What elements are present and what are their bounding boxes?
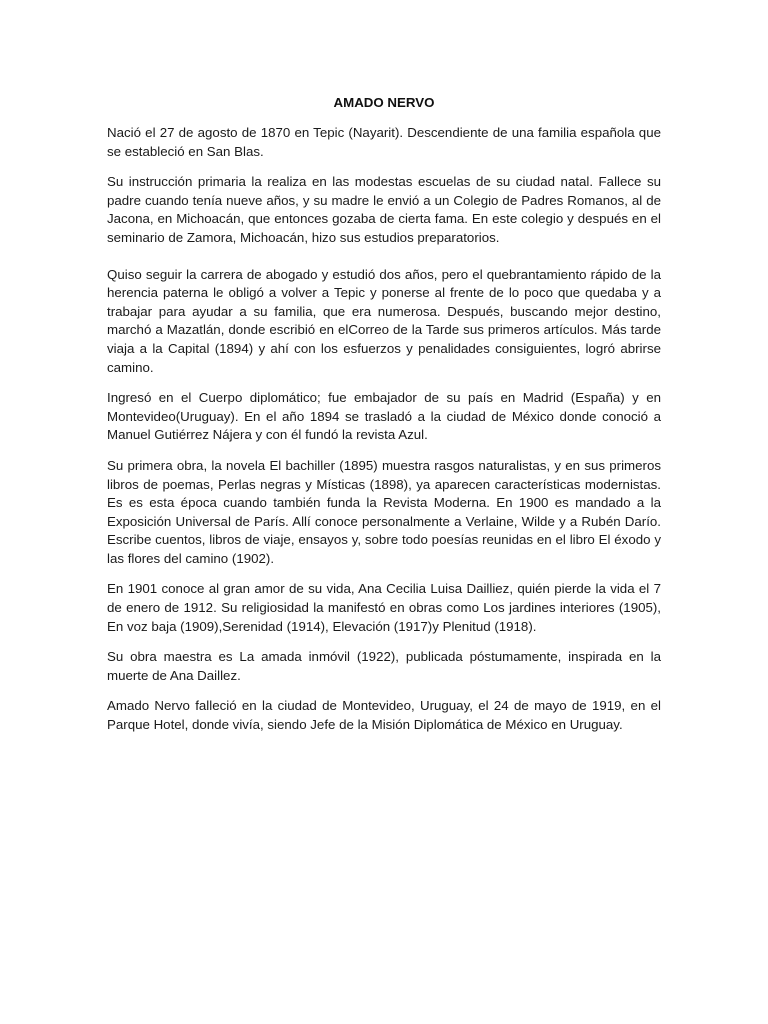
document-body [107, 94, 661, 747]
paragraph-works: Su primera obra, la novela El bachiller (1895) muestra rasgos naturalistas, y en sus primeros libros de poemas, Perlas negras y Místicas (1898), ya aparecen características modernistas. Es es esta época cuando también funda la Revista Moderna. En 1900 es mandado a la Exposición Universal de París. Allí conoce personalmente a Verlaine, Wilde y a Rubén Darío. Escribe cuentos, libros de viaje, ensayos y, sobre todo poesías reunidas en el libro El éxodo y las flores del camino (1902). [107, 457, 661, 566]
paragraph-birth: Nació el 27 de agosto de 1870 en Tepic (Nayarit). Descendiente de una familia española que se estableció en San Blas. [107, 125, 661, 159]
paragraph-diplomacy: Ingresó en el Cuerpo diplomático; fue embajador de su país en Madrid (España) y en Montevideo(Uruguay). En el año 1894 se trasladó a la ciudad de México donde conoció a Manuel Gutiérrez Nájera y con él fundó la revista Azul. [107, 390, 661, 443]
document-title: AMADO NERVO [333, 95, 435, 110]
paragraph-love: En 1901 conoce al gran amor de su vida, Ana Cecilia Luisa Dailliez, quién pierde la vida el 7 de enero de 1912. Su religiosidad la manifestó en obras como Los jardines interiores (1905), En voz baja (1909),Serenidad (1914), Elevación (1917)y Plenitud (1918). [107, 581, 661, 634]
paragraph-death: Amado Nervo falleció en la ciudad de Montevideo, Uruguay, el 24 de mayo de 1919, en el Parque Hotel, donde vivía, siendo Jefe de la Misión Diplomática de México en Uruguay. [107, 698, 661, 733]
paragraph-education: Su instrucción primaria la realiza en las modestas escuelas de su ciudad natal. Fallece su padre cuando tenía nueve años, y su madre le envió a un Colegio de Padres Romanos, al de Jacona, en Michoacán, que entonces gozaba de cierta fama. En este colegio y después en el seminario de Zamora, Michoacán, hizo sus estudios preparatorios. [107, 174, 661, 245]
paragraph-career: Quiso seguir la carrera de abogado y estudió dos años, pero el quebrantamiento rápido de la herencia paterna le obligó a volver a Tepic y ponerse al frente de lo poco que quedaba y a trabajar para ayudar a su familia, que era numerosa. Después, buscando mejor destino, marchó a Mazatlán, donde escribió en elCorreo de la Tarde sus primeros artículos. Más tarde viaja a la Capital (1894) y ahí con los esfuerzos y penalidades consiguientes, logró abrirse camino. [107, 266, 661, 375]
paragraph-masterpiece: Su obra maestra es La amada inmóvil (1922), publicada póstumamente, inspirada en la muerte de Ana Daillez. [107, 649, 661, 683]
